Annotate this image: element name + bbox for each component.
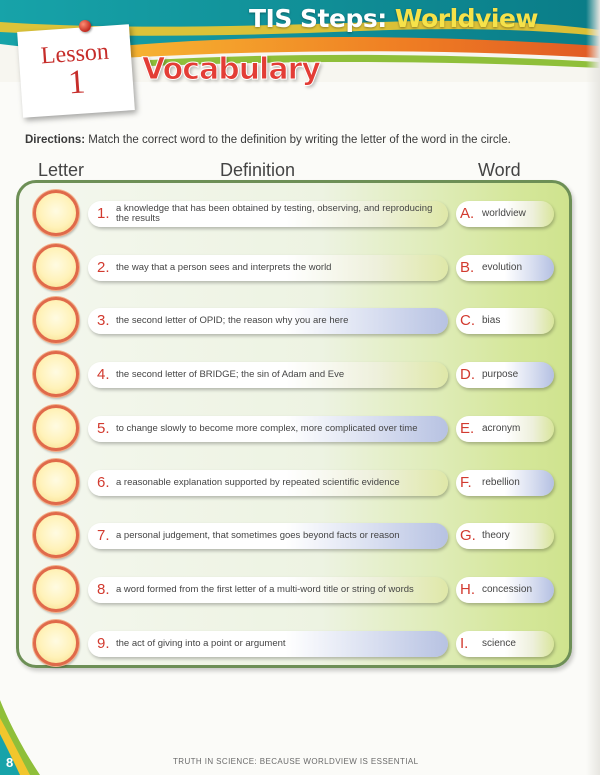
answer-circle[interactable] (33, 351, 79, 397)
answer-circle[interactable] (33, 297, 79, 343)
series-title-main: TIS Steps: (248, 4, 395, 33)
pushpin-icon (79, 20, 91, 32)
word-text: concession (482, 583, 533, 595)
definition-number: 7. (97, 527, 110, 545)
column-header-letter: Letter (38, 160, 85, 180)
word-text: theory (482, 530, 510, 542)
definition-pill (88, 255, 448, 281)
word-letter: B. (460, 258, 475, 276)
series-title (249, 4, 538, 33)
word-letter: A. (460, 205, 475, 222)
answer-circle[interactable] (33, 620, 79, 666)
definition-number: 1. (97, 205, 110, 222)
answer-circle[interactable] (33, 405, 79, 451)
word-pill (456, 308, 554, 334)
definition-pill (88, 523, 448, 549)
page-edge-shadow (586, 0, 600, 775)
definition-pill (88, 416, 448, 442)
definition-number: 4. (97, 366, 110, 384)
word-pill (456, 255, 554, 281)
column-header-definition: Definition (220, 160, 296, 180)
word-text: bias (482, 315, 501, 327)
definition-number: 2. (97, 258, 110, 276)
word-letter: H. (460, 580, 475, 598)
word-text: evolution (482, 261, 523, 273)
directions-label: Directions: (25, 134, 86, 146)
page-number: 8 (6, 755, 14, 770)
lesson-label: Lesson (39, 38, 110, 70)
word-text: worldview (482, 208, 526, 219)
word-letter: E. (460, 419, 475, 437)
definition-text: to change slowly to become more complex, more complicated over time (116, 422, 418, 434)
answer-circle[interactable] (33, 190, 79, 236)
footer-tagline: TRUTH IN SCIENCE: BECAUSE WORLDVIEW IS ESSENTIAL (173, 757, 419, 766)
definition-pill (88, 308, 448, 334)
definition-pill (88, 631, 448, 657)
word-letter: D. (460, 366, 475, 384)
word-letter: I. (460, 634, 469, 652)
word-letter: F. (460, 473, 472, 491)
definition-text: a reasonable explanation supported by repeated scientific evidence (116, 476, 400, 488)
word-pill (456, 416, 554, 442)
definition-text: a word formed from the first letter of a multi-word title or string of words (116, 583, 414, 595)
word-text: acronym (482, 422, 521, 434)
page-heading: Vocabulary (142, 52, 320, 87)
word-letter: G. (460, 527, 476, 545)
lesson-number: 1 (67, 63, 87, 102)
column-header-word: Word (478, 160, 521, 180)
matching-row (16, 187, 576, 239)
matching-row (16, 241, 576, 293)
answer-circle[interactable] (33, 512, 79, 558)
word-pill (456, 523, 554, 549)
word-letter: C. (460, 312, 475, 330)
definition-text: the second letter of BRIDGE; the sin of Adam and Eve (116, 369, 345, 381)
word-pill (456, 631, 554, 657)
word-pill (456, 470, 554, 496)
definition-text: the second letter of OPID; the reason why you are here (116, 315, 349, 327)
definition-text: a personal judgement, that sometimes goes beyond facts or reason (116, 530, 400, 542)
matching-row (16, 509, 576, 561)
definition-pill (88, 577, 448, 603)
answer-circle[interactable] (33, 459, 79, 505)
definition-number: 9. (97, 634, 110, 652)
directions-text: Match the correct word to the definition by writing the letter of the word in the circle. (85, 134, 511, 146)
lesson-card (17, 24, 135, 118)
word-pill (456, 362, 554, 388)
answer-circle[interactable] (33, 566, 79, 612)
definition-pill (88, 470, 448, 496)
definition-number: 6. (97, 473, 110, 491)
word-text: rebellion (482, 476, 520, 488)
matching-row (16, 402, 576, 454)
definition-text: a knowledge that has been obtained by testing, observing, and reproducing the results (116, 203, 433, 224)
matching-row (16, 348, 576, 400)
definition-text: the way that a person sees and interprets the world (116, 261, 332, 273)
directions (25, 134, 585, 146)
word-text: science (482, 637, 516, 649)
definition-pill (88, 362, 448, 388)
matching-row (16, 563, 576, 615)
definition-text: the act of giving into a point or argument (116, 637, 286, 649)
definition-number: 5. (97, 419, 110, 437)
word-pill (456, 201, 554, 227)
matching-row (16, 617, 576, 669)
definition-number: 8. (97, 580, 110, 598)
answer-circle[interactable] (33, 244, 79, 290)
series-title-accent: Worldview (394, 4, 538, 33)
matching-row (16, 294, 576, 346)
definition-pill (88, 201, 448, 227)
word-text: purpose (482, 369, 519, 381)
definition-number: 3. (97, 312, 110, 330)
word-pill (456, 577, 554, 603)
matching-row (16, 456, 576, 508)
